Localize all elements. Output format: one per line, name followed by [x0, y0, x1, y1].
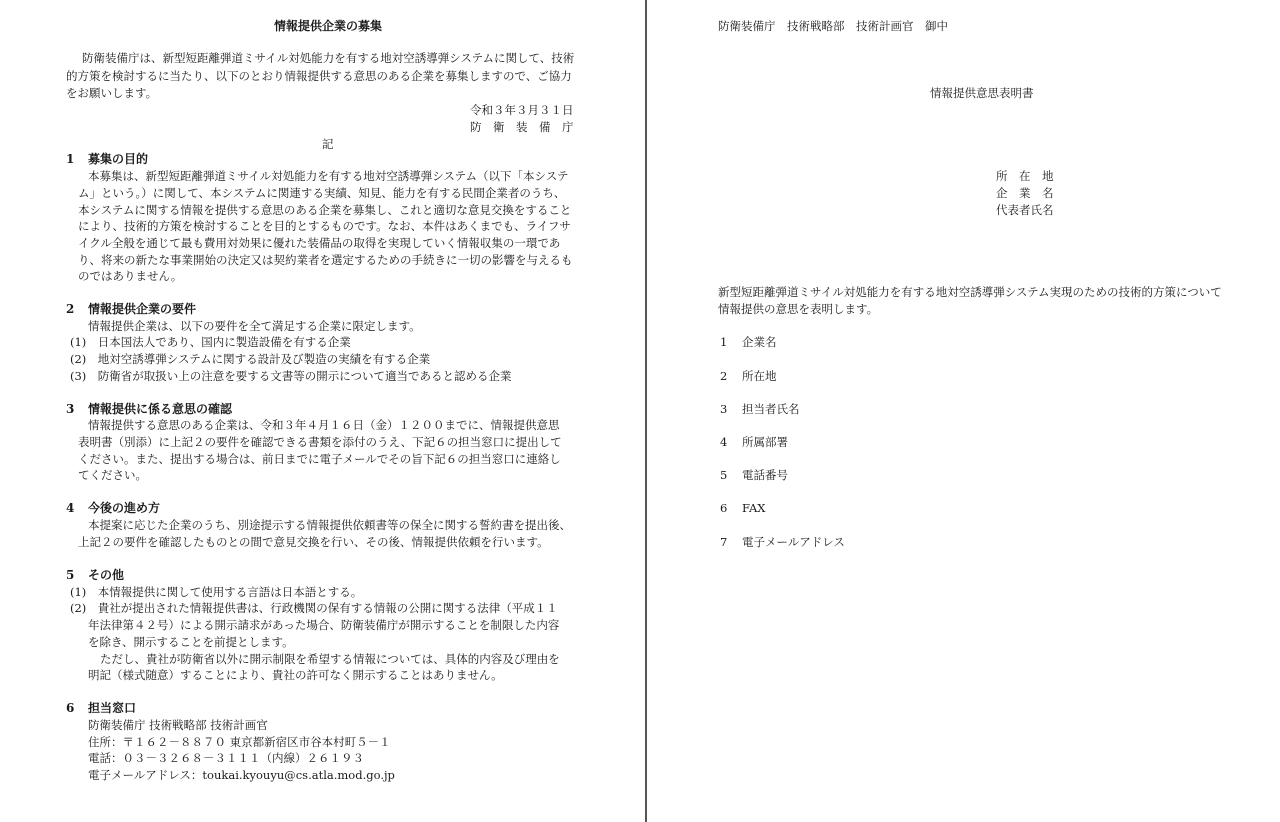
- section-title: 募集の目的: [88, 152, 149, 166]
- item-number: 4: [720, 435, 728, 449]
- section-title: 情報提供に係る意思の確認: [88, 402, 233, 416]
- section-line: 上記２の要件を確認したものとの間で意見交換を行い、その後、情報提供依頼を行います。: [78, 535, 549, 549]
- ki-marker: 記: [322, 137, 334, 151]
- section-line: (1) 本情報提供に関して使用する言語は日本語とする。: [70, 585, 363, 599]
- section-line: 明記（様式随意）することにより、貴社の許可なく開示することはありません。: [88, 668, 503, 682]
- item-number: 7: [720, 535, 728, 549]
- section-line: (2) 地対空誘導弾システムに関する設計及び製造の実績を有する企業: [70, 352, 431, 366]
- section-heading: [66, 700, 136, 716]
- statement-line: 新型短距離弾道ミサイル対処能力を有する地対空誘導弾システム実現のための技術的方策について: [718, 285, 1222, 299]
- form-item: [720, 500, 765, 516]
- item-label: 電子メールアドレス: [742, 535, 845, 549]
- section-line: により、技術的方策を検討することを目的とするものです。なお、本件はあくまでも、ライフサ: [78, 219, 571, 233]
- right-document-page: [648, 0, 1280, 822]
- section-line: のではありません。: [78, 269, 183, 283]
- section-heading: [66, 151, 148, 167]
- form-item: [720, 334, 777, 350]
- item-number: 3: [720, 402, 728, 416]
- intro-line: 的方策を検討するに当たり、以下のとおり情報提供する意思のある企業を募集しますので、ご協力: [66, 69, 572, 83]
- form-item: [720, 434, 788, 450]
- page-divider: [645, 0, 647, 822]
- section-number: 1: [66, 152, 75, 166]
- section-heading: [66, 401, 232, 417]
- issue-date: 令和３年３月３１日: [470, 103, 574, 117]
- section-line: (3) 防衛省が取扱い上の注意を要する文書等の開示について適当であると認める企業: [70, 369, 512, 383]
- section-heading: [66, 301, 196, 317]
- contact-phone: 電話：０３－３２６８－３１１１（内線）２６１９３: [88, 751, 364, 765]
- sender-field-representative: 代表者氏名: [996, 203, 1054, 217]
- section-number: 6: [66, 701, 75, 715]
- intro-line: をお願いします。: [66, 86, 158, 100]
- section-number: 4: [66, 501, 75, 515]
- form-item: [720, 534, 845, 550]
- section-line: を除き、開示することを前提とします。: [88, 635, 294, 649]
- section-line: 表明書（別添）に上記２の要件を確認できる書類を添付のうえ、下記６の担当窓口に提出して: [78, 435, 562, 449]
- section-line: 本提案に応じた企業のうち、別途提示する情報提供依頼書等の保全に関する誓約書を提出後、: [88, 518, 571, 532]
- section-line: イクル全般を通じて最も費用対効果に優れた装備品の取得を実現していく情報収集の一環であ: [78, 236, 561, 250]
- left-page-title: 情報提供企業の募集: [274, 19, 383, 33]
- section-line: 情報提供企業は、以下の要件を全て満足する企業に限定します。: [88, 319, 421, 333]
- section-line: 年法律第４２号）による開示請求があった場合、防衛装備庁が開示することを制限した内容: [88, 618, 560, 632]
- item-label: 電話番号: [742, 468, 788, 482]
- item-label: 担当者氏名: [742, 402, 800, 416]
- section-line: (2) 貴社が提出された情報提供書は、行政機関の保有する情報の公開に関する法律（平成１１: [70, 601, 558, 615]
- section-title: 担当窓口: [88, 701, 137, 715]
- item-number: 5: [720, 468, 728, 482]
- item-label: 企業名: [742, 335, 777, 349]
- addressee-line: 防衛装備庁 技術戦略部 技術計画官 御中: [718, 19, 948, 33]
- item-label: FAX: [742, 501, 766, 515]
- item-number: 6: [720, 501, 728, 515]
- section-line: 本募集は、新型短距離弾道ミサイル対処能力を有する地対空誘導弾システム（以下「本システ: [88, 169, 569, 183]
- section-heading: [66, 500, 160, 516]
- right-page-title: 情報提供意思表明書: [930, 86, 1034, 100]
- section-line: り、将来の新たな事業開始の決定又は契約業者を選定するための手続きに一切の影響を与えるも: [78, 253, 573, 267]
- section-line: ください。また、提出する場合は、前日までに電子メールでその旨下記６の担当窓口に連絡し: [78, 452, 561, 466]
- section-line: てください。: [78, 468, 147, 482]
- section-title: 今後の進め方: [88, 501, 161, 515]
- contact-email: 電子メールアドレス：toukai.kyouyu@cs.atla.mod.go.jp: [88, 768, 395, 782]
- form-item: [720, 467, 788, 483]
- section-number: 2: [66, 302, 75, 316]
- intro-line: 防衛装備庁は、新型短距離弾道ミサイル対処能力を有する地対空誘導弾システムに関して、技術: [82, 51, 575, 65]
- statement-line: 情報提供の意思を表明します。: [718, 302, 879, 316]
- section-number: 3: [66, 402, 75, 416]
- contact-address: 住所：〒１６２－８８７０ 東京都新宿区市谷本村町５－１: [88, 735, 391, 749]
- section-line: ム」という。）に関して、本システムに関連する実績、知見、能力を有する民間企業者のうち、: [78, 186, 566, 200]
- item-number: 2: [720, 369, 728, 383]
- issuer-name: 防 衛 装 備 庁: [470, 120, 574, 134]
- form-item: [720, 401, 800, 417]
- section-title: 情報提供企業の要件: [88, 302, 197, 316]
- section-line: ただし、貴社が防衛省以外に開示制限を希望する情報については、具体的内容及び理由を: [100, 652, 560, 666]
- item-label: 所在地: [742, 369, 777, 383]
- form-item: [720, 368, 777, 384]
- contact-department: 防衛装備庁 技術戦略部 技術計画官: [88, 718, 268, 732]
- section-number: 5: [66, 568, 75, 582]
- section-line: 本システムに関する情報を提供する意思のある企業を募集し、これと適切な意見交換をすること: [78, 203, 572, 217]
- item-number: 1: [720, 335, 728, 349]
- section-line: (1) 日本国法人であり、国内に製造設備を有する企業: [70, 335, 351, 349]
- sender-field-address: 所 在 地: [996, 169, 1054, 183]
- sender-field-company: 企 業 名: [996, 186, 1054, 200]
- section-title: その他: [88, 568, 125, 582]
- section-line: 情報提供する意思のある企業は、令和３年４月１６日（金）１２００までに、情報提供意思: [88, 418, 560, 432]
- section-heading: [66, 567, 124, 583]
- item-label: 所属部署: [742, 435, 788, 449]
